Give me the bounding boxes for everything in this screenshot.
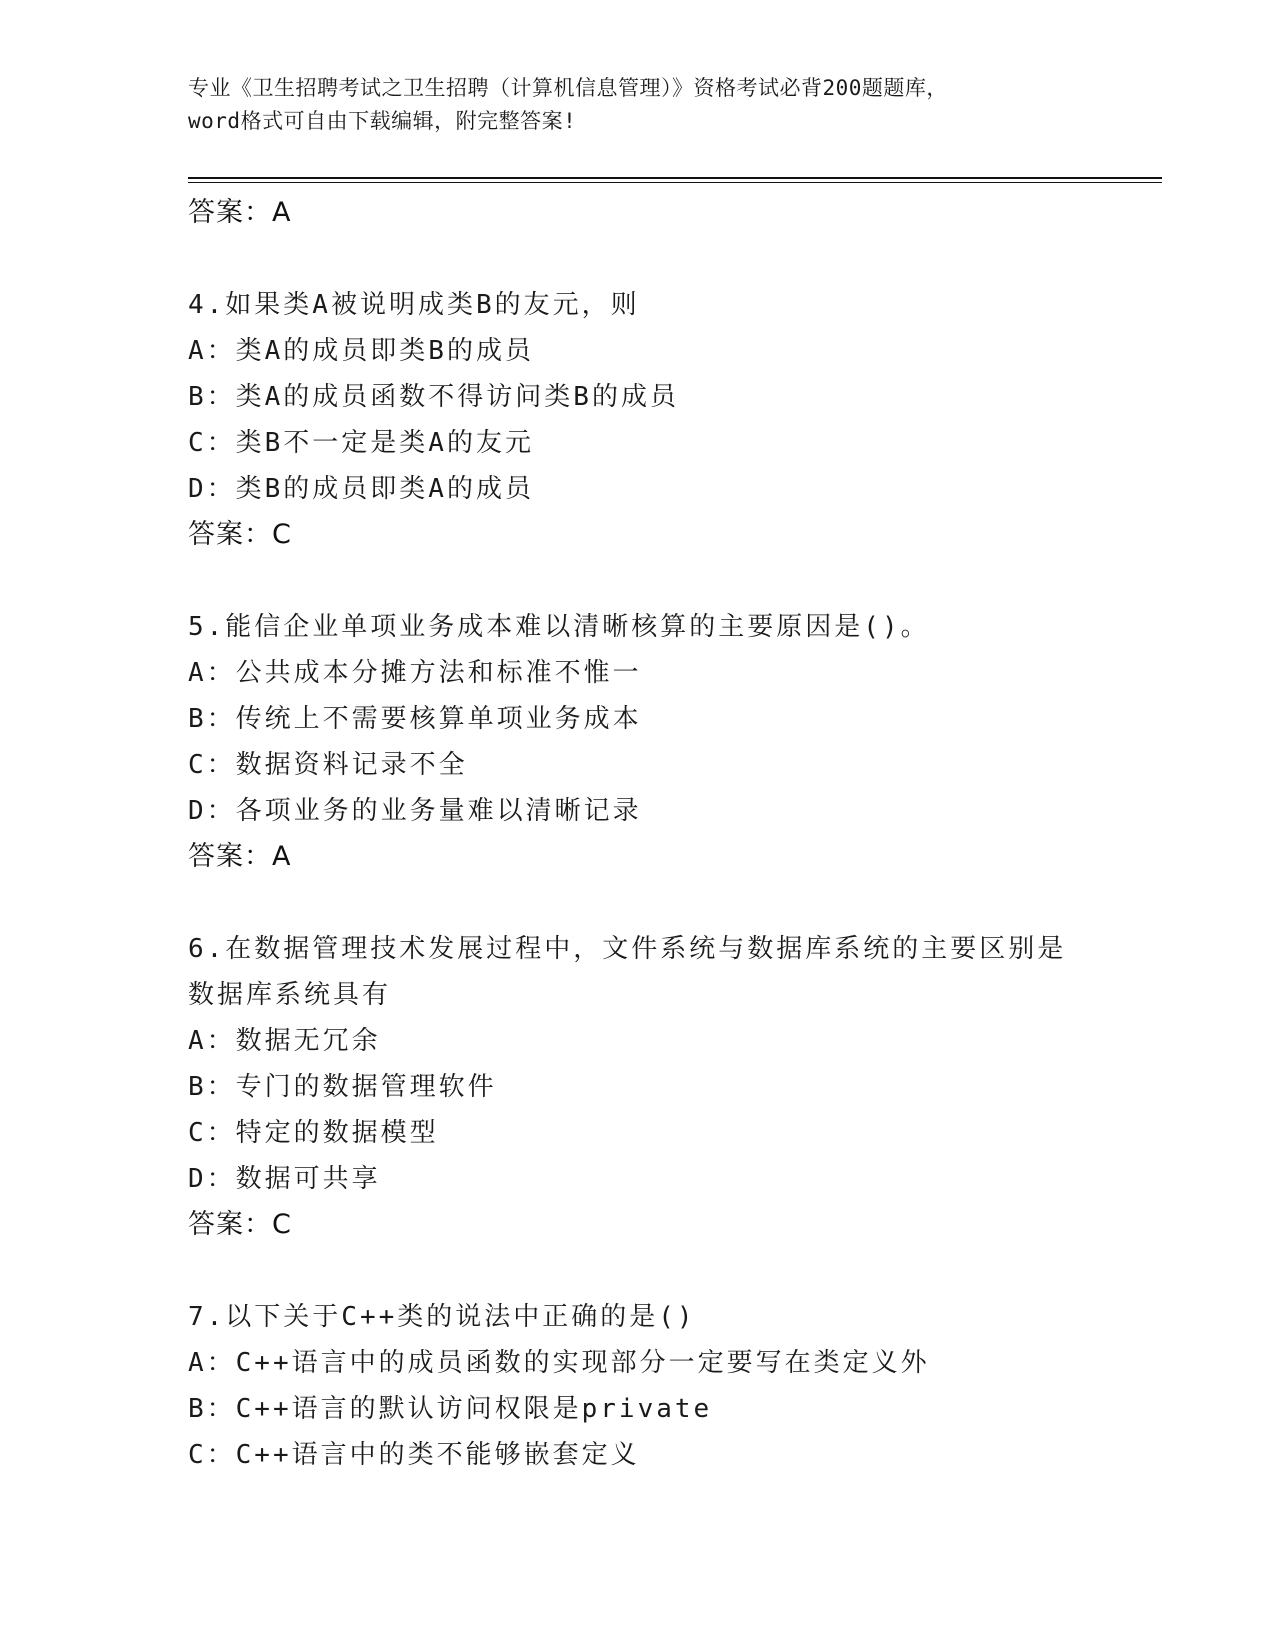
option-c: C：类B不一定是类A的友元 (188, 428, 534, 458)
option-d: D：类B的成员即类A的成员 (188, 474, 534, 504)
answer-line: 答案：A (188, 841, 292, 872)
option-b: B：C++语言的默认访问权限是private (188, 1394, 713, 1424)
question-5 (188, 604, 1148, 880)
option-d: D：各项业务的业务量难以清晰记录 (188, 796, 642, 826)
option-a: A：类A的成员即类B的成员 (188, 336, 534, 366)
header-rule-thick (188, 177, 1162, 179)
question-text: 4.如果类A被说明成类B的友元，则 (188, 290, 640, 320)
question-list (188, 190, 1148, 1478)
option-c: C：C++语言中的类不能够嵌套定义 (188, 1440, 640, 1470)
question-6 (188, 926, 1148, 1248)
question-text-line-2: 数据库系统具有 (188, 980, 392, 1010)
answer-line: 答案：C (188, 1209, 292, 1240)
document-header (188, 72, 1088, 138)
option-b: B：类A的成员函数不得访问类B的成员 (188, 382, 679, 412)
option-c: C：特定的数据模型 (188, 1118, 439, 1148)
header-rule-thin (188, 182, 1162, 183)
question-4 (188, 282, 1148, 558)
question-text: 7.以下关于C++类的说法中正确的是() (188, 1302, 696, 1332)
option-c: C：数据资料记录不全 (188, 750, 468, 780)
header-line-1: 专业《卫生招聘考试之卫生招聘（计算机信息管理）》资格考试必背200题题库， (188, 76, 948, 100)
option-a: A：数据无冗余 (188, 1026, 381, 1056)
option-b: B：传统上不需要核算单项业务成本 (188, 704, 642, 734)
header-line-2: word格式可自由下载编辑，附完整答案! (188, 109, 577, 133)
option-a: A：C++语言中的成员函数的实现部分一定要写在类定义外 (188, 1348, 930, 1378)
option-a: A：公共成本分摊方法和标准不惟一 (188, 658, 642, 688)
question-text-line-1: 6.在数据管理技术发展过程中，文件系统与数据库系统的主要区别是 (188, 934, 1067, 964)
answer-line: 答案：A (188, 197, 292, 228)
option-b: B：专门的数据管理软件 (188, 1072, 497, 1102)
answer-line: 答案：C (188, 519, 292, 550)
question-7 (188, 1294, 1148, 1478)
question-text: 5.能信企业单项业务成本难以清晰核算的主要原因是()。 (188, 612, 930, 642)
option-d: D：数据可共享 (188, 1164, 381, 1194)
